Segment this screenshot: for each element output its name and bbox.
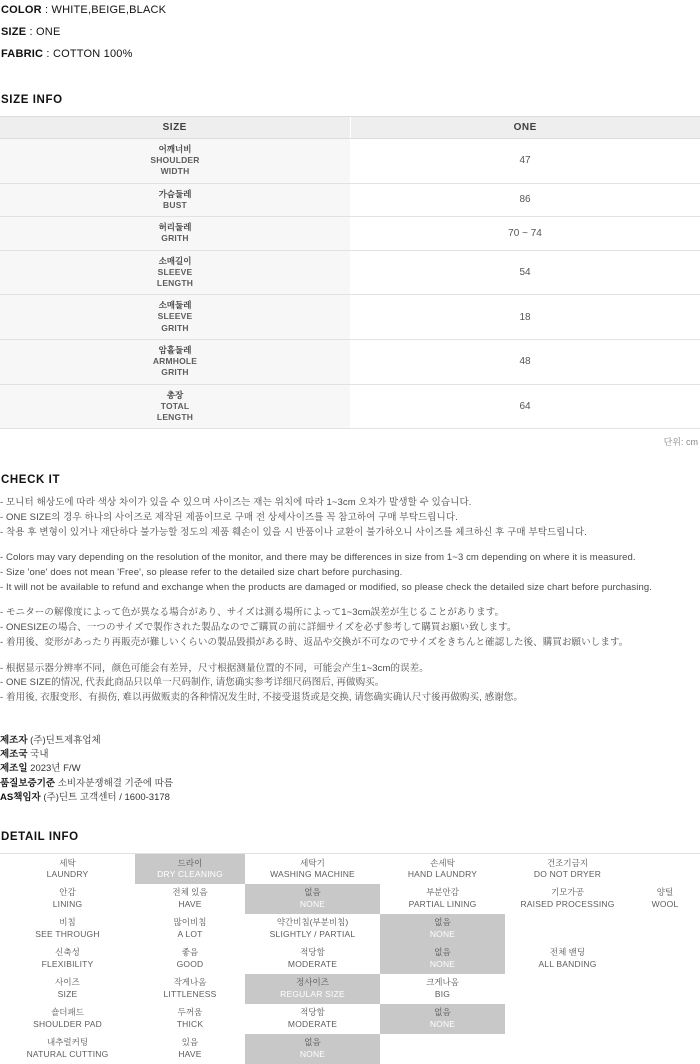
size-row-value-armhole: 48 xyxy=(350,339,700,384)
spec-value-color: WHITE,BEIGE,BLACK xyxy=(51,4,167,16)
detail-cell-see-through-cat: 비침 SEE THROUGH xyxy=(35,917,100,939)
detail-cell-see-through-blank2 xyxy=(630,914,700,944)
maker-label-country: 제조국 xyxy=(0,749,28,761)
detail-table xyxy=(0,853,700,1064)
size-row-value-total-length: 64 xyxy=(350,384,700,429)
check-line-en-1: - Colors may vary depending on the resolution of the monitor, and there may be differences in size from 1~3 cm depending on where it is measured. xyxy=(0,552,636,564)
size-row-label-bust xyxy=(0,183,350,216)
detail-cell-natural-cutting-blank1 xyxy=(380,1034,505,1064)
size-info-section xyxy=(0,94,700,448)
size-row-ko: 허리둘레 xyxy=(158,222,192,233)
size-row-en1: TOTAL xyxy=(160,400,190,411)
detail-cell-see-through-alot[interactable]: 많이비침 A LOT xyxy=(173,917,207,939)
spec-label-size: SIZE xyxy=(1,26,27,38)
size-row-en1: ARMHOLE xyxy=(152,356,198,367)
detail-cell-natural-cutting-blank2 xyxy=(505,1034,630,1064)
detail-cell-flexibility-good[interactable]: 좋음 GOOD xyxy=(176,947,204,969)
check-line-jp-3: - 着用後、変形があったり再販売が難しいくらいの製品毀損がある時、返品や交換が不可なのでサイズをきちんと確認した後、購買お願いします。 xyxy=(0,636,629,648)
check-line-ko-3: - 착용 후 변형이 있거나 재단하다 불가능할 정도의 제품 훼손이 있을 시 반품이나 교환이 불가하오니 사이즈를 체크하신 후 구매 부탁드립니다. xyxy=(0,526,587,538)
detail-cell-see-through-slightly[interactable]: 약간비침(부분비침) SLIGHTLY / PARTIAL xyxy=(269,917,356,939)
check-gap-3 xyxy=(0,651,700,662)
detail-info-section xyxy=(0,831,700,1064)
spec-value-fabric: COTTON 100% xyxy=(52,48,133,60)
detail-cell-shoulder-pad-blank2 xyxy=(630,1004,700,1034)
table-row xyxy=(0,295,700,340)
detail-cell-lining-have[interactable]: 전체 있음 HAVE xyxy=(172,887,208,909)
detail-cell-size-blank2 xyxy=(630,974,700,1004)
table-row xyxy=(0,139,700,184)
detail-cell-lining-none[interactable]: 없음 NONE xyxy=(245,884,380,914)
spec-row-fabric xyxy=(0,48,700,60)
maker-value-country: 국내 xyxy=(30,749,49,761)
maker-line-date xyxy=(0,762,700,776)
maker-line-as xyxy=(0,791,700,805)
detail-cell-see-through-blank1 xyxy=(505,914,630,944)
table-row xyxy=(0,914,700,944)
size-row-label-sleeve-grith xyxy=(0,295,350,340)
spec-row-size xyxy=(0,26,700,38)
size-row-ko: 암홀둘레 xyxy=(158,344,192,355)
maker-line-manufacturer xyxy=(0,734,700,748)
maker-label-date: 제조일 xyxy=(0,763,28,775)
detail-cell-shoulder-pad-moderate[interactable]: 적당함 MODERATE xyxy=(287,1007,338,1029)
size-row-en1: GRITH xyxy=(161,233,189,244)
detail-cell-size-cat: 사이즈 SIZE xyxy=(55,977,80,999)
size-row-en2: WIDTH xyxy=(160,166,190,177)
maker-label-as: AS책임자 xyxy=(0,791,41,803)
product-spec-list xyxy=(0,0,700,60)
maker-value-date: 2023년 F/W xyxy=(30,763,81,775)
size-row-label-waist xyxy=(0,217,350,250)
detail-cell-flexibility-all-banding[interactable]: 전체 밴딩 ALL BANDING xyxy=(538,947,597,969)
check-gap-1 xyxy=(0,540,700,551)
check-it-title: CHECK IT xyxy=(1,474,61,487)
table-row xyxy=(0,1004,700,1034)
spec-label-fabric: FABRIC xyxy=(1,48,44,60)
size-row-label-total-length xyxy=(0,384,350,429)
size-row-value-bust: 86 xyxy=(350,183,700,216)
maker-line-country xyxy=(0,748,700,762)
spec-sep-size: : xyxy=(29,26,33,38)
maker-value-manufacturer: (주)딘트제휴업체 xyxy=(30,734,101,746)
check-line-ko-2: - ONE SIZE의 경우 하나의 사이즈로 제작된 제품이므로 구매 전 상세사이즈를 꼭 참고하여 구매 부탁드립니다. xyxy=(0,511,458,523)
spec-label-color: COLOR xyxy=(1,4,42,16)
size-row-en2: GRITH xyxy=(161,322,189,333)
check-line-jp-2: - ONESIZEの場合、一つのサイズで製作された製品なのでご購買の前に詳細サイズを必ず参考して購買お願い致します。 xyxy=(0,622,517,634)
size-row-ko: 소매둘레 xyxy=(158,300,192,311)
detail-cell-size-blank1 xyxy=(505,974,630,1004)
detail-cell-shoulder-pad-blank1 xyxy=(505,1004,630,1034)
size-row-en1: SLEEVE xyxy=(157,311,193,322)
check-it-lines xyxy=(0,496,700,706)
maker-value-as: (주)딘트 고객센터 / 1600-3178 xyxy=(43,791,170,803)
table-row xyxy=(0,250,700,295)
size-row-label-shoulder xyxy=(0,139,350,184)
detail-cell-natural-cutting-none[interactable]: 없음 NONE xyxy=(245,1034,380,1064)
detail-cell-see-through-none[interactable]: 없음 NONE xyxy=(380,914,505,944)
check-it-section xyxy=(0,474,700,706)
check-line-en-2: - Size 'one' does not mean 'Free', so please refer to the detailed size chart before purchasing. xyxy=(0,567,403,579)
detail-cell-dry-cleaning[interactable]: 드라이 DRY CLEANING xyxy=(135,854,245,884)
detail-cell-flexibility-none[interactable]: 없음 NONE xyxy=(380,944,505,974)
size-row-label-armhole xyxy=(0,339,350,384)
maker-label-manufacturer: 제조자 xyxy=(0,734,28,746)
detail-cell-washing-machine[interactable]: 세탁기 WASHING MACHINE xyxy=(245,854,380,884)
detail-cell-lining-raised[interactable]: 기모가공 RAISED PROCESSING xyxy=(520,887,615,909)
detail-cell-natural-cutting-have[interactable]: 있음 HAVE xyxy=(178,1037,202,1059)
check-line-cn-1: - 根据显示器分辨率不同，颜色可能会有差异，尺寸根据测量位置的不同，可能会产生1~3cm的误差。 xyxy=(0,662,429,674)
size-table-head xyxy=(0,117,700,139)
detail-cell-laundry-blank xyxy=(630,854,700,884)
table-row xyxy=(0,944,700,974)
table-row xyxy=(0,854,700,884)
check-line-cn-2: - ONE SIZE的情况, 代表此商品只以单一尺码制作, 请您确实参考详细尺码图后, 再做购买。 xyxy=(0,677,385,689)
size-row-en1: BUST xyxy=(163,199,187,210)
detail-cell-lining-partial[interactable]: 부분안감 PARTIAL LINING xyxy=(408,887,477,909)
detail-info-title: DETAIL INFO xyxy=(1,831,79,844)
spec-sep-color: : xyxy=(45,4,49,16)
size-table-body xyxy=(0,139,700,429)
size-row-en2: LENGTH xyxy=(156,411,194,422)
table-row xyxy=(0,339,700,384)
size-row-ko: 가슴둘레 xyxy=(158,188,192,199)
table-row xyxy=(0,884,700,914)
size-row-en1: SLEEVE xyxy=(157,266,193,277)
spec-value-size: ONE xyxy=(36,26,61,38)
detail-cell-hand-laundry[interactable]: 손세탁 HAND LAUNDRY xyxy=(380,854,505,884)
size-row-ko: 총장 xyxy=(166,389,184,400)
check-line-en-3: - It will not be available to refund and exchange when the products are damaged or modified, so please check the detailed size chart before purchasing. xyxy=(0,581,652,593)
detail-cell-lining-cat: 안감 LINING xyxy=(52,887,83,909)
size-row-label-sleeve-length xyxy=(0,250,350,295)
size-row-en1: SHOULDER xyxy=(150,155,200,166)
detail-cell-laundry-cat: 세탁 LAUNDRY xyxy=(0,854,135,884)
table-row xyxy=(0,384,700,429)
check-gap-2 xyxy=(0,595,700,606)
detail-cell-shoulder-pad-thick[interactable]: 두꺼움 THICK xyxy=(176,1007,204,1029)
size-row-value-sleeve-length: 54 xyxy=(350,250,700,295)
size-table-col-one: ONE xyxy=(350,117,700,139)
detail-cell-flexibility-blank xyxy=(630,944,700,974)
spec-sep-fabric: : xyxy=(46,48,50,60)
size-row-value-sleeve-grith: 18 xyxy=(350,295,700,340)
maker-line-warranty xyxy=(0,777,700,791)
maker-label-warranty: 품질보증기준 xyxy=(0,777,56,789)
detail-cell-natural-cutting-cat: 내추럴커팅 NATURAL CUTTING xyxy=(26,1037,109,1059)
detail-cell-size-big[interactable]: 크게나옴 BIG xyxy=(426,977,459,999)
detail-cell-size-regular[interactable]: 정사이즈 REGULAR SIZE xyxy=(245,974,380,1004)
maker-info-section xyxy=(0,734,700,805)
table-row xyxy=(0,217,700,250)
size-row-ko: 소매길이 xyxy=(158,255,192,266)
detail-table-body xyxy=(0,854,700,1064)
size-info-title: SIZE INFO xyxy=(1,94,63,106)
detail-cell-lining-wool[interactable]: 양털 WOOL xyxy=(651,887,679,909)
table-row xyxy=(0,1034,700,1064)
size-row-en2: GRITH xyxy=(161,367,189,378)
detail-cell-flexibility-cat: 신축성 FLEXIBILITY xyxy=(41,947,94,969)
size-row-value-shoulder: 47 xyxy=(350,139,700,184)
detail-cell-do-not-dryer[interactable]: 건조기금지 DO NOT DRYER xyxy=(505,854,630,884)
detail-cell-flexibility-moderate[interactable]: 적당함 MODERATE xyxy=(287,947,338,969)
check-line-cn-3: - 着用後, 衣服变形、有损伤, 难以再做贩卖的各种情况发生时, 不接受退货或是交换, 请您确实确认尺寸後再做购买, 感谢您。 xyxy=(0,692,523,704)
maker-value-warranty: 소비자분쟁해결 기준에 따름 xyxy=(57,777,174,789)
size-row-value-waist: 70 ~ 74 xyxy=(350,217,700,250)
table-row xyxy=(0,183,700,216)
detail-cell-shoulder-pad-none[interactable]: 없음 NONE xyxy=(380,1004,505,1034)
detail-cell-natural-cutting-blank3 xyxy=(630,1034,700,1064)
size-table-header-row xyxy=(0,117,700,139)
size-row-ko: 어깨너비 xyxy=(158,144,192,154)
size-row-en2: LENGTH xyxy=(156,277,194,288)
spec-row-color xyxy=(0,4,700,16)
detail-cell-size-littleness[interactable]: 작게나옴 LITTLENESS xyxy=(163,977,217,999)
size-unit-note: 단위: cm xyxy=(663,437,698,448)
check-line-jp-1: - モニターの解像度によって色が異なる場合があり、サイズは測る場所によって1~3cm誤差が生じることがあります。 xyxy=(0,607,505,619)
check-line-ko-1: - 모니터 해상도에 따라 색상 차이가 있을 수 있으며 사이즈는 재는 위치에 따라 1~3cm 오차가 발생할 수 있습니다. xyxy=(0,497,472,509)
size-table xyxy=(0,116,700,429)
size-table-col-size: SIZE xyxy=(0,117,350,139)
detail-cell-shoulder-pad-cat: 숄더패드 SHOULDER PAD xyxy=(33,1007,102,1029)
table-row xyxy=(0,974,700,1004)
